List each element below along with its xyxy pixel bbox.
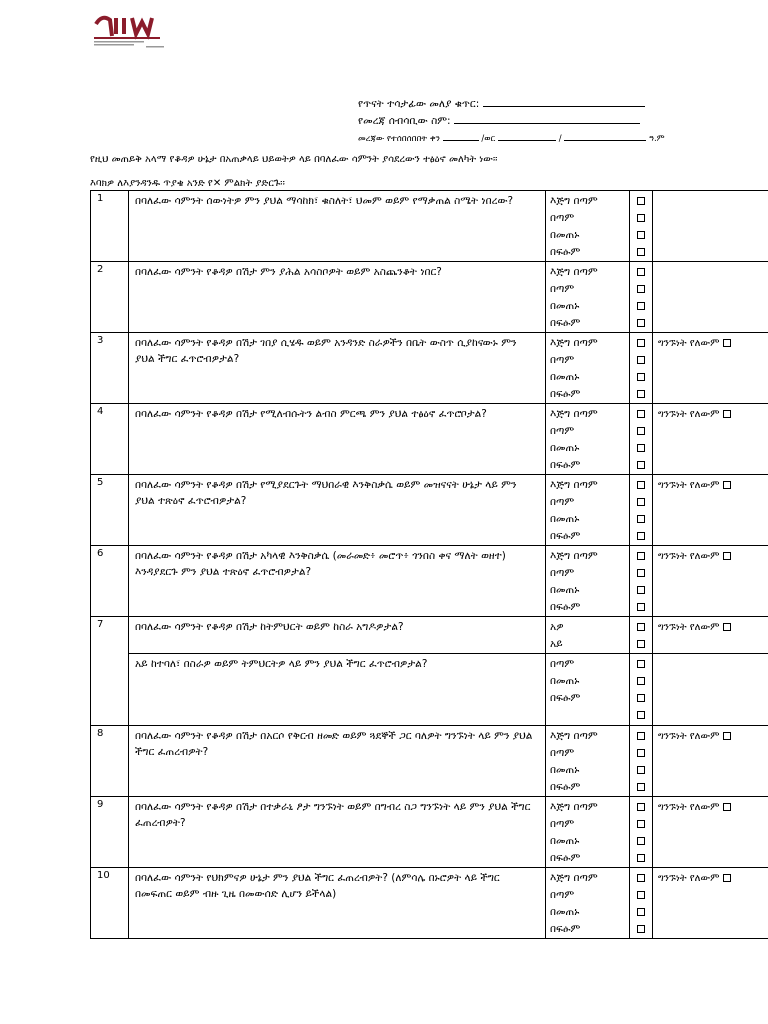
question-text: በባለፈው ሳምንት የቆዳዎ በሽታ በተቃራኒ ፆታ ግንኙነት ወይም በግብረ ስጋ ግንኙነት ላይ ምን ያህል ችግር ፈጠረብዎት? — [129, 797, 546, 868]
organization-logo — [90, 14, 168, 52]
followup-question-text: አይ ከተባለ፣ በስራዎ ወይም ትምህርትዎ ላይ ምን ያህል ችግር ፈጥሮብዎታል? — [129, 654, 546, 726]
option-label: እጅግ በጣም — [550, 266, 598, 278]
not-relevant-checkbox[interactable] — [723, 732, 731, 740]
checkbox-icon[interactable] — [637, 515, 645, 523]
question-number: 1 — [91, 191, 129, 262]
option-checkbox[interactable] — [630, 281, 652, 298]
answer-options — [546, 868, 630, 939]
option-label: በፍፁም — [550, 601, 581, 613]
instruction-text: እባክዎ ለእያንዳንዱ ጥያቄ አንድ የ✕ ምልክት ያድርጉ፡፡ — [90, 178, 285, 189]
checkbox-icon[interactable] — [637, 356, 645, 364]
option-checkbox[interactable] — [630, 457, 652, 474]
question-number: 5 — [91, 475, 129, 546]
option-checkbox[interactable] — [630, 565, 652, 582]
option-checkbox[interactable] — [630, 264, 652, 281]
option-checkbox[interactable] — [630, 386, 652, 403]
question-text: በባለፈው ሳምንት የቆዳዎ በሽታ ገበያ ሲሄዱ ወይም አንዳንድ ስራዎችን በቤት ውስጥ ሲያከናውኑ ምን ያህል ችግር ፈጥሮብዎታል? — [129, 333, 546, 404]
option-checkbox[interactable] — [630, 816, 652, 833]
answer-checkboxes — [630, 617, 653, 654]
question-number: 2 — [91, 262, 129, 333]
collection-date-field[interactable] — [358, 130, 665, 148]
checkbox-icon[interactable] — [637, 766, 645, 774]
option-checkbox[interactable] — [630, 619, 652, 636]
followup-row — [91, 654, 768, 726]
checkbox-icon[interactable] — [637, 908, 645, 916]
option-label: በፍፁም — [550, 317, 581, 329]
not-relevant-cell — [653, 726, 768, 797]
option-checkbox[interactable] — [630, 599, 652, 616]
date-separator: / — [558, 134, 562, 144]
option-checkbox[interactable] — [630, 887, 652, 904]
not-relevant-cell — [653, 262, 768, 333]
collector-name-field[interactable] — [358, 113, 665, 130]
not-relevant-cell — [653, 617, 768, 654]
option-checkbox[interactable] — [630, 528, 652, 545]
option-label: አይ — [550, 638, 563, 650]
question-row — [91, 333, 768, 404]
checkbox-icon[interactable] — [637, 694, 645, 702]
option-label: እጅግ በጣም — [550, 801, 598, 813]
option-label: በፍፁም — [550, 852, 581, 864]
answer-options — [546, 617, 630, 654]
checkbox-icon[interactable] — [637, 498, 645, 506]
not-relevant-label: ግንኙነት የለውም — [658, 802, 720, 813]
option-checkbox[interactable] — [630, 582, 652, 599]
question-row — [91, 475, 768, 546]
answer-checkboxes — [630, 333, 653, 404]
option-label: በጣም — [550, 283, 575, 295]
option-label: በጣም — [550, 425, 575, 437]
option-checkbox[interactable] — [630, 193, 652, 210]
checkbox-icon[interactable] — [637, 214, 645, 222]
question-number: 7 — [91, 617, 129, 726]
option-label: በመጠኑ — [550, 906, 580, 918]
answer-options — [546, 726, 630, 797]
option-checkbox[interactable] — [630, 745, 652, 762]
option-checkbox[interactable] — [630, 728, 652, 745]
option-label: በፍፁም — [550, 388, 581, 400]
answer-checkboxes — [630, 475, 653, 546]
option-checkbox[interactable] — [630, 921, 652, 938]
question-text: በባለፈው ሳምንት የቆዳዎ በሽታ በአርሶ የቅርብ ዘመድ ወይም ጓደኞች ጋር ባለዎት ግንኙነት ላይ ምን ያህል ችግር ፈጠረብዎት? — [129, 726, 546, 797]
not-relevant-label: ግንኙነት የለውም — [658, 551, 720, 562]
option-label: በፍፁም — [550, 781, 581, 793]
option-checkbox[interactable] — [630, 656, 652, 673]
question-text: በባለፈው ሳምንት የህክምናዎ ሁኔታ ምን ያህል ችግር ፈጠረብዎት? (ለምሳሌ በኑሮዎት ላይ ችግር በመፍጠር ወይም ብዙ ጊዜ በመውሰድ ሊሆን ይችላል) — [129, 868, 546, 939]
option-label: በመጠኑ — [550, 584, 580, 596]
option-label: እጅግ በጣም — [550, 195, 598, 207]
option-checkbox[interactable] — [630, 352, 652, 369]
option-checkbox[interactable] — [630, 799, 652, 816]
answer-checkboxes — [630, 262, 653, 333]
checkbox-icon[interactable] — [637, 569, 645, 577]
not-relevant-checkbox[interactable] — [723, 623, 731, 631]
question-row — [91, 404, 768, 475]
checkbox-icon[interactable] — [637, 732, 645, 740]
option-checkbox[interactable] — [630, 690, 652, 707]
logo-emblem-icon — [90, 14, 168, 52]
checkbox-icon[interactable] — [637, 444, 645, 452]
participant-id-blank[interactable] — [483, 96, 645, 107]
option-checkbox[interactable] — [630, 369, 652, 386]
option-label: በፍፁም — [550, 530, 581, 542]
not-relevant-cell — [653, 333, 768, 404]
checkbox-icon[interactable] — [637, 623, 645, 631]
checkbox-icon[interactable] — [637, 197, 645, 205]
option-checkbox[interactable] — [630, 494, 652, 511]
answer-options — [546, 475, 630, 546]
question-text: በባለፈው ሳምንት የቆዳዎ በሽታ ምን ያሕል አሳስቦዎት ወይም አስጨንቆት ነበር? — [129, 262, 546, 333]
option-label: በመጠኑ — [550, 442, 580, 454]
option-label: በጣም — [550, 747, 575, 759]
checkbox-icon[interactable] — [637, 660, 645, 668]
date-label: መረጃው የተሰበሰበበት ቀን — [358, 134, 440, 144]
option-checkbox[interactable] — [630, 833, 652, 850]
option-label: በጣም — [550, 496, 575, 508]
question-number: 9 — [91, 797, 129, 868]
checkbox-icon[interactable] — [637, 339, 645, 347]
option-label: በፍፁም — [550, 246, 581, 258]
collector-name-label: የመረጃ ሰብሳቢው ስም: — [358, 115, 451, 127]
option-checkbox[interactable] — [630, 870, 652, 887]
checkbox-icon[interactable] — [637, 461, 645, 469]
followup-answer-checkboxes — [630, 654, 653, 726]
question-number: 3 — [91, 333, 129, 404]
answer-options — [546, 191, 630, 262]
answer-checkboxes — [630, 726, 653, 797]
date-year-label: ዓ.ም — [648, 134, 665, 144]
option-checkbox[interactable] — [630, 210, 652, 227]
option-label: በጣም — [550, 658, 575, 670]
participant-id-label: የጥናት ተሳታፊው መለያ ቁጥር: — [358, 98, 480, 110]
question-row — [91, 617, 768, 654]
checkbox-icon[interactable] — [637, 373, 645, 381]
checkbox-icon[interactable] — [637, 749, 645, 757]
option-label: በመጠኑ — [550, 764, 580, 776]
option-checkbox[interactable] — [630, 707, 652, 724]
option-label: በጣም — [550, 212, 575, 224]
question-text: በባለፈው ሳምንት ሰውነትዎ ምን ያህል ማሳከክ፣ ቁስለት፣ ህመም ወይም የማቃጠል ስሜት ነበረው? — [129, 191, 546, 262]
checkbox-icon[interactable] — [637, 302, 645, 310]
option-label: በመጠኑ — [550, 371, 580, 383]
option-label: በፍፁም — [550, 692, 581, 704]
not-relevant-checkbox[interactable] — [723, 874, 731, 882]
not-relevant-cell — [653, 868, 768, 939]
answer-checkboxes — [630, 404, 653, 475]
checkbox-icon[interactable] — [637, 268, 645, 276]
checkbox-icon[interactable] — [637, 319, 645, 327]
answer-checkboxes — [630, 868, 653, 939]
option-label: እጅግ በጣም — [550, 550, 598, 562]
checkbox-icon[interactable] — [637, 603, 645, 611]
not-relevant-cell — [653, 475, 768, 546]
checkbox-icon[interactable] — [637, 711, 645, 719]
option-label: እጅግ በጣም — [550, 730, 598, 742]
checkbox-icon[interactable] — [637, 552, 645, 560]
not-relevant-cell — [653, 404, 768, 475]
checkbox-icon[interactable] — [637, 874, 645, 882]
question-text: በባለፈው ሳምንት የቆዳዎ በሽታ አካላዊ እንቅስቃሴ (መራመድ፥ መሮጥ፥ ጎንበስ ቀና ማለት ወዘተ) እንዳያደርጉ ምን ያህል ተጽዕኖ ፈጥሮብዎታል? — [129, 546, 546, 617]
option-label: በመጠኑ — [550, 300, 580, 312]
question-number: 10 — [91, 868, 129, 939]
option-label: በጣም — [550, 567, 575, 579]
not-relevant-label: ግንኙነት የለውም — [658, 622, 720, 633]
option-label: አዎ — [550, 621, 564, 633]
option-checkbox[interactable] — [630, 477, 652, 494]
question-row — [91, 546, 768, 617]
checkbox-icon[interactable] — [637, 231, 645, 239]
question-number: 8 — [91, 726, 129, 797]
option-label: እጅግ በጣም — [550, 872, 598, 884]
option-checkbox[interactable] — [630, 298, 652, 315]
option-checkbox[interactable] — [630, 850, 652, 867]
questionnaire-table — [90, 190, 768, 939]
answer-options — [546, 262, 630, 333]
checkbox-icon[interactable] — [637, 677, 645, 685]
answer-checkboxes — [630, 546, 653, 617]
checkbox-icon[interactable] — [637, 285, 645, 293]
not-relevant-checkbox[interactable] — [723, 481, 731, 489]
date-month-blank[interactable] — [498, 130, 556, 141]
answer-options — [546, 404, 630, 475]
option-label: እጅግ በጣም — [550, 479, 598, 491]
option-checkbox[interactable] — [630, 779, 652, 796]
checkbox-icon[interactable] — [637, 248, 645, 256]
followup-answer-options — [546, 654, 630, 726]
question-row — [91, 191, 768, 262]
option-label: እጅግ በጣም — [550, 337, 598, 349]
option-checkbox[interactable] — [630, 244, 652, 261]
answer-options — [546, 797, 630, 868]
option-label: በጣም — [550, 818, 575, 830]
option-checkbox[interactable] — [630, 423, 652, 440]
option-checkbox[interactable] — [630, 636, 652, 653]
not-relevant-cell — [653, 546, 768, 617]
question-row — [91, 726, 768, 797]
option-checkbox[interactable] — [630, 511, 652, 528]
participant-id-field[interactable] — [358, 96, 665, 113]
purpose-statement: የዚህ መጠይቅ አላማ የቆዳዎ ሁኔታ በአጠቃላይ ህይወትዎ ላይ በባለፈው ሳምንት ያሳደረውን ተፅዕኖ መለካት ነው፡፡ — [90, 154, 498, 165]
not-relevant-checkbox[interactable] — [723, 410, 731, 418]
option-label: በጣም — [550, 354, 575, 366]
option-label: በመጠኑ — [550, 229, 580, 241]
question-text: በባለፈው ሳምንት የቆዳዎ በሽታ የሚለብሱትን ልብስ ምርጫ ምን ያህል ተፅዕኖ ፈጥሮቦታል? — [129, 404, 546, 475]
answer-options — [546, 546, 630, 617]
option-checkbox[interactable] — [630, 227, 652, 244]
option-checkbox[interactable] — [630, 904, 652, 921]
not-relevant-label: ግንኙነት የለውም — [658, 338, 720, 349]
not-relevant-label: ግንኙነት የለውም — [658, 480, 720, 491]
option-label: በፍፁም — [550, 923, 581, 935]
date-year-blank[interactable] — [564, 130, 646, 141]
question-text: በባለፈው ሳምንት የቆዳዎ በሽታ ከትምህርት ወይም ከስራ አግዶዎታል? — [129, 617, 546, 654]
checkbox-icon[interactable] — [637, 390, 645, 398]
checkbox-icon[interactable] — [637, 783, 645, 791]
answer-options — [546, 333, 630, 404]
question-text: በባለፈው ሳምንት የቆዳዎ በሽታ የሚያደርጉት ማህበራዊ እንቅስቃሴ ወይም መዝናናት ሁኔታ ላይ ምን ያህል ተጽዕኖ ፈጥሮብዎታል? — [129, 475, 546, 546]
checkbox-icon[interactable] — [637, 854, 645, 862]
option-checkbox[interactable] — [630, 762, 652, 779]
option-label: በመጠኑ — [550, 513, 580, 525]
checkbox-icon[interactable] — [637, 640, 645, 648]
not-relevant-cell — [653, 191, 768, 262]
not-relevant-checkbox[interactable] — [723, 552, 731, 560]
question-number: 6 — [91, 546, 129, 617]
checkbox-icon[interactable] — [637, 820, 645, 828]
not-relevant-checkbox[interactable] — [723, 339, 731, 347]
option-label: በፍፁም — [550, 459, 581, 471]
option-checkbox[interactable] — [630, 673, 652, 690]
participant-info-fields — [358, 96, 665, 148]
answer-checkboxes — [630, 797, 653, 868]
question-row — [91, 868, 768, 939]
followup-empty-cell — [653, 654, 768, 726]
checkbox-icon[interactable] — [637, 532, 645, 540]
not-relevant-checkbox[interactable] — [723, 803, 731, 811]
not-relevant-label: ግንኙነት የለውም — [658, 873, 720, 884]
option-checkbox[interactable] — [630, 335, 652, 352]
checkbox-icon[interactable] — [637, 427, 645, 435]
option-checkbox[interactable] — [630, 440, 652, 457]
question-row — [91, 262, 768, 333]
checkbox-icon[interactable] — [637, 891, 645, 899]
checkbox-icon[interactable] — [637, 925, 645, 933]
option-label: በጣም — [550, 889, 575, 901]
date-day-blank[interactable] — [443, 130, 479, 141]
question-row — [91, 797, 768, 868]
checkbox-icon[interactable] — [637, 803, 645, 811]
question-number: 4 — [91, 404, 129, 475]
option-label: በመጠኑ — [550, 835, 580, 847]
answer-checkboxes — [630, 191, 653, 262]
not-relevant-label: ግንኙነት የለውም — [658, 409, 720, 420]
date-month-label: /ወር — [481, 134, 496, 144]
option-label: እጅግ በጣም — [550, 408, 598, 420]
option-checkbox[interactable] — [630, 548, 652, 565]
not-relevant-label: ግንኙነት የለውም — [658, 731, 720, 742]
collector-name-blank[interactable] — [454, 113, 640, 124]
checkbox-icon[interactable] — [637, 481, 645, 489]
option-label: በመጠኑ — [550, 675, 580, 687]
checkbox-icon[interactable] — [637, 586, 645, 594]
checkbox-icon[interactable] — [637, 410, 645, 418]
checkbox-icon[interactable] — [637, 837, 645, 845]
option-checkbox[interactable] — [630, 315, 652, 332]
not-relevant-cell — [653, 797, 768, 868]
option-checkbox[interactable] — [630, 406, 652, 423]
